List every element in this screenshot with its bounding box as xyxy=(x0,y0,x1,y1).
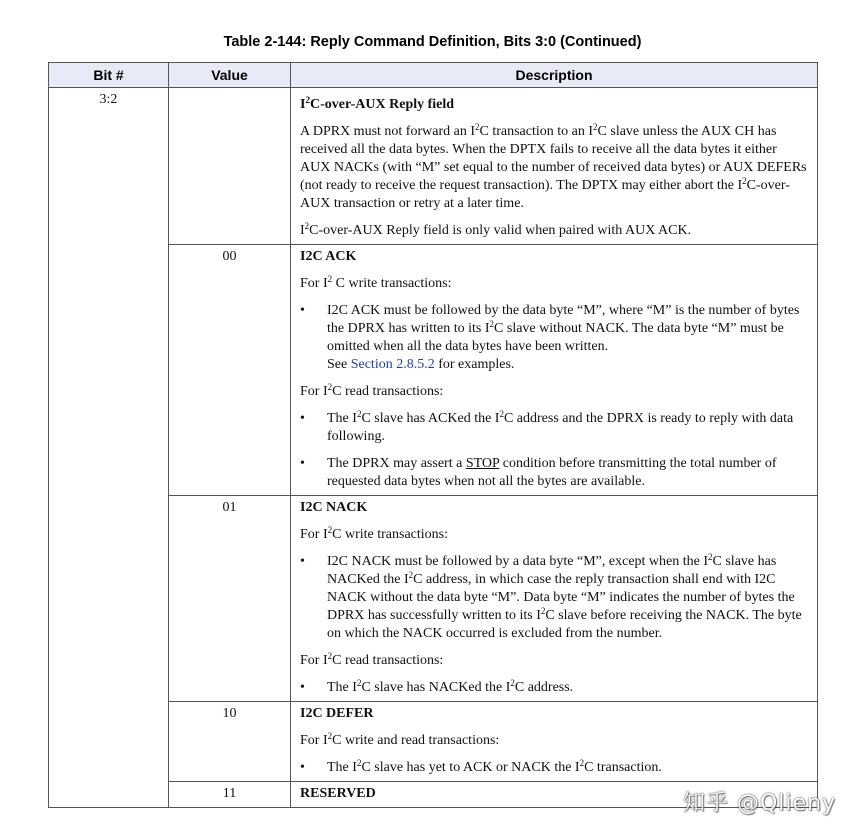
header-bit: Bit # xyxy=(49,63,169,88)
bit-cell: 3:2 xyxy=(49,88,169,808)
description-cell xyxy=(291,496,818,702)
watermark: 知乎 @Qlieny xyxy=(683,791,837,816)
stop-term: STOP xyxy=(465,456,500,471)
ack-title: I2C ACK xyxy=(300,249,357,264)
description-cell xyxy=(291,702,818,782)
list-item: • I2C NACK must be followed by a data byte “M”, except when the $I^2C$ slave has NACKed the $I^2C$ address, in which case the reply transaction shall end with I2C NACK without the data byte “M”. Data byte “M” indicates the number of bytes the DPRX has successfully written to its $I^2C$ slave before receiving the NACK. The byte on which the NACK occurred is excluded from the number. xyxy=(300,553,807,643)
table-caption: Table 2-144: Reply Command Definition, Bits 3:0 (Continued) xyxy=(223,34,642,50)
description-cell xyxy=(291,88,818,245)
value-cell: 11 xyxy=(169,782,291,808)
list-item: • The $I^2C$ slave has yet to ACK or NACK the $I^2C$ transaction. xyxy=(300,759,807,777)
defer-heading: For $I^2C$ write and read transactions: xyxy=(300,731,500,748)
reserved-title: RESERVED xyxy=(300,786,376,801)
ack-write-heading: For $I^2$ C write transactions: xyxy=(300,274,452,291)
nack-write-heading: For $I^2C$ write transactions: xyxy=(300,525,448,542)
list-item: • The $I^2C$ slave has NACKed the $I^2C$ address. xyxy=(300,679,807,697)
value-cell: 00 xyxy=(169,245,291,496)
list-item: • The DPRX may assert a STOP condition before transmitting the total number of requested data bytes when not all the bytes are available. xyxy=(300,455,807,491)
nack-title: I2C NACK xyxy=(300,500,368,515)
reply-command-table xyxy=(48,62,818,808)
header-value: Value xyxy=(169,63,291,88)
ack-read-heading: For $I^2C$ read transactions: xyxy=(300,382,444,399)
section-link[interactable]: Section 2.8.5.2 xyxy=(350,357,435,372)
header-row xyxy=(49,63,818,88)
field-paragraph: A DPRX must not forward an $I^2C$ transaction to an $I^2C$ slave unless the AUX CH has received all the data bytes. When the DPTX fails to receive all the data bytes it either AUX NACKs (with “M” set equal to the number of received data bytes) or AUX DEFERs (not ready to receive the request transaction). The DPTX may either abort the $I^2C-over$-AUX transaction or retry at a later time. xyxy=(300,122,807,211)
list-item: • The $I^2C$ slave has ACKed the $I^2C$ address and the DPRX is ready to reply with data following. xyxy=(300,410,807,446)
value-cell: 01 xyxy=(169,496,291,702)
value-cell-empty xyxy=(169,88,291,245)
field-note: $I^2C-over$-AUX Reply field is only valid when paired with AUX ACK. xyxy=(300,221,692,238)
table-row xyxy=(49,88,818,245)
nack-read-heading: For $I^2C$ read transactions: xyxy=(300,651,444,668)
defer-title: I2C DEFER xyxy=(300,706,374,721)
description-cell xyxy=(291,245,818,496)
field-title: $I^2C-over$-AUX Reply field xyxy=(300,95,455,112)
header-description: Description xyxy=(291,63,818,88)
list-item: • I2C ACK must be followed by the data byte “M”, where “M” is the number of bytes the DPRX has written to its $I^2C$ slave without NACK. The data byte “M” must be omitted when all the data bytes have been written. See Section 2.8.5.2 for examples. xyxy=(300,302,807,374)
value-cell: 10 xyxy=(169,702,291,782)
